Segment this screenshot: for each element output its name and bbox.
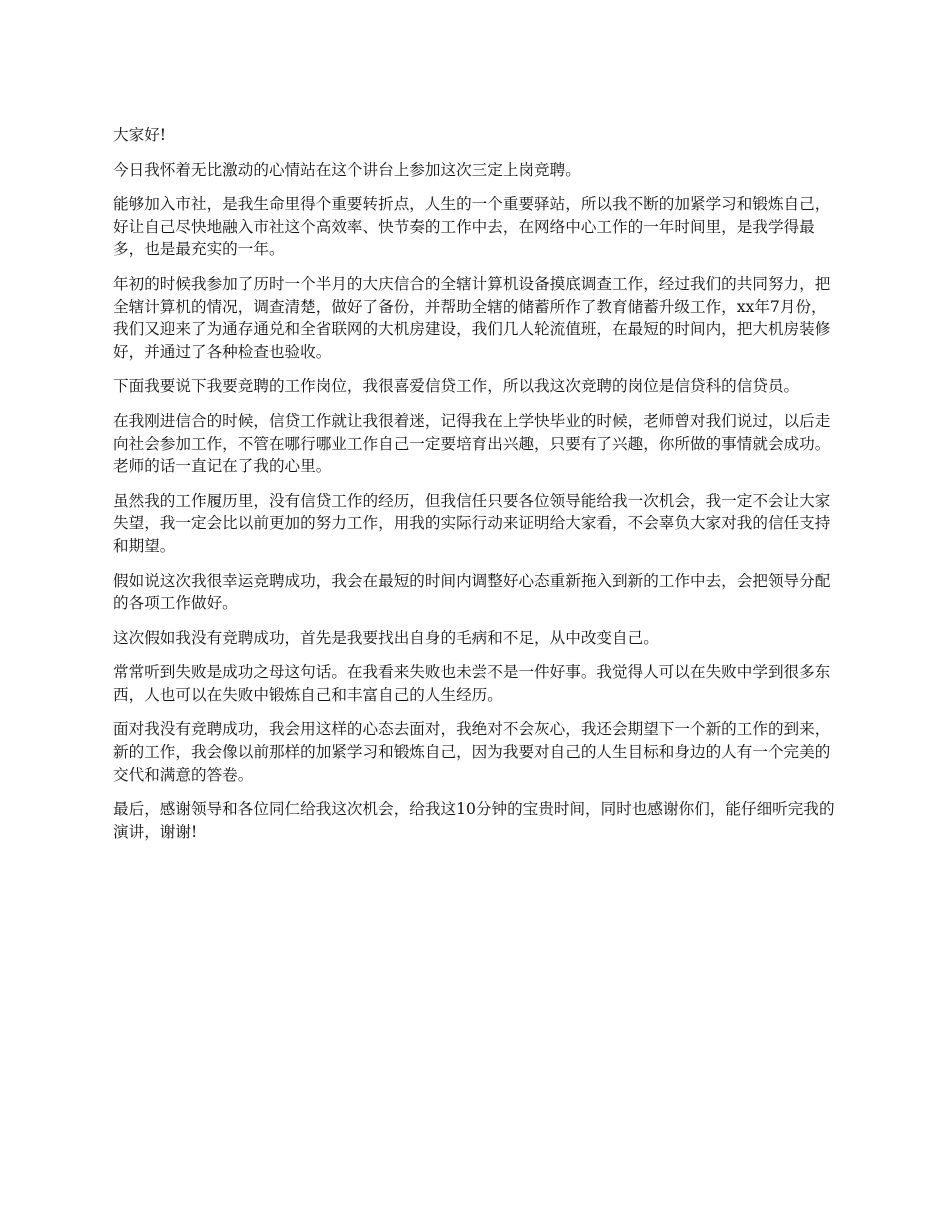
paragraph: 下面我要说下我要竞聘的工作岗位，我很喜爱信贷工作，所以我这次竞聘的岗位是信贷科的信贷员。 <box>113 377 800 396</box>
paragraph: 假如说这次我很幸运竞聘成功，我会在最短的时间内调整好心态重新拖入到新的工作中去，会把领导分配的各项工作做好。 <box>113 571 831 613</box>
paragraph: 在我刚进信合的时候，信贷工作就让我很着迷，记得我在上学快毕业的时候，老师曾对我们说过，以后走向社会参加工作，不管在哪行哪业工作自己一定要培育出兴趣，只要有了兴趣，你所做的事情就会成功。老师的话一直记在了我的心里。 <box>113 411 831 476</box>
paragraph: 能够加入市社，是我生命里得个重要转折点，人生的一个重要驿站，所以我不断的加紧学习和锻炼自己，好让自己尽快地融入市社这个高效率、快节奏的工作中去，在网络中心工作的一年时间里，是我学得最多，也是最充实的一年。 <box>113 195 831 259</box>
paragraph: 虽然我的工作履历里，没有信贷工作的经历，但我信任只要各位领导能给我一次机会，我一定不会让大家失望，我一定会比以前更加的努力工作，用我的实际行动来证明给大家看，不会辜负大家对我的信任支持和期望。 <box>113 491 831 555</box>
paragraph: 今日我怀着无比激动的心情站在这个讲台上参加这次三定上岗竞聘。 <box>113 160 581 179</box>
greeting-paragraph: 大家好! <box>113 126 167 144</box>
paragraph: 面对我没有竞聘成功，我会用这样的心态去面对，我绝对不会灰心，我还会期望下一个新的工作的到来，新的工作，我会像以前那样的加紧学习和锻炼自己，因为我要对自己的人生目标和身边的人有一个完美的交代和满意的答卷。 <box>113 720 831 784</box>
paragraph: 这次假如我没有竞聘成功，首先是我要找出自身的毛病和不足，从中改变自己。 <box>113 628 659 647</box>
paragraph: 常常听到失败是成功之母这句话。在我看来失败也未尝不是一件好事。我觉得人可以在失败中学到很多东西，人也可以在失败中锻炼自己和丰富自己的人生经历。 <box>113 663 831 704</box>
paragraph: 年初的时候我参加了历时一个半月的大庆信合的全辖计算机设备摸底调查工作，经过我们的共同努力，把全辖计算机的情况，调查清楚，做好了备份，并帮助全辖的储蓄所作了教育储蓄升级工作，xx年7月份，我们又迎来了为通存通兑和全省联网的大机房建设，我们几人轮流值班，在最短的时间内，把大机房装修好，并通过了各种检查也验收。 <box>113 274 831 361</box>
closing-paragraph: 最后，感谢领导和各位同仁给我这次机会，给我这10分钟的宝贵时间，同时也感谢你们，能仔细听完我的演讲，谢谢! <box>113 800 835 841</box>
document-body <box>113 124 841 855</box>
